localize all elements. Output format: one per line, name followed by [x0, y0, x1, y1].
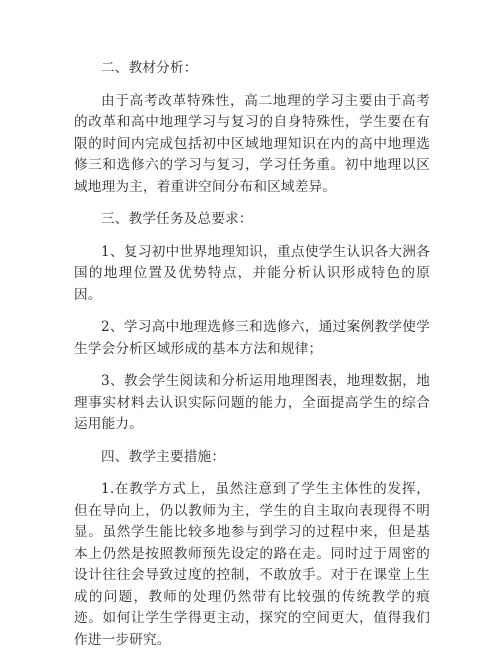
paragraph-task-3: 3、教会学生阅读和分析运用地理图表，地理数据，地理事实材料去认识实际问题的能力，全面提高学生的综合运用能力。 — [74, 373, 430, 432]
section-heading-teaching-tasks: 三、教学任务及总要求： — [101, 211, 253, 227]
paragraph-measure-1: 1.在教学方式上，虽然注意到了学生主体性的发挥，但在导向上，仍以教师为主，学生的自主取向表现得不明显。虽然学生能比较多地参与到学习的过程中来，但是基本上仍然是按照教师预先设定的路在走。同时过于周密的设计往往会导致过度的控制，不敢放手。对于在课堂上生成的问题，教师的处理仍然带有比较强的传统教学的痕迹。如何让学生学得更主动，探究的空间更大，值得我们作进一步研究。 — [74, 481, 430, 648]
paragraph-task-1: 1、复习初中世界地理知识，重点使学生认识各大洲各国的地理位置及优势特点，并能分析认识形成特色的原因。 — [74, 243, 430, 303]
paragraph-textbook-analysis: 由于高考改革特殊性，高二地理的学习主要由于高考的改革和高中地理学习与复习的自身特殊性，学生要在有限的时间内完成包括初中区域地理知识在内的高中地理选修三和选修六的学习与复习，学习任务重。初中地理以区域地理为主，着重讲空间分布和区域差异。 — [74, 92, 430, 195]
section-heading-textbook-analysis: 二、教材分析： — [101, 60, 198, 76]
paragraph-task-2: 2、学习高中地理选修三和选修六，通过案例教学使学生学会分析区域形成的基本方法和规律； — [74, 319, 430, 357]
section-heading-teaching-measures: 四、教学主要措施： — [101, 448, 226, 465]
document-body — [74, 58, 430, 662]
